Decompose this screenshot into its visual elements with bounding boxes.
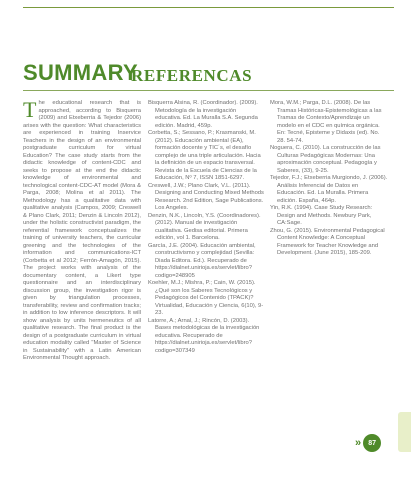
reference-item: Corbetta, S.; Sessano, P.; Krasmanski, M. (2012). Educación ambiental (EA), formación docente y TIC´s, el desafío complejo de una triple articulación. Hacia la definición de un espacio transversal. Revista de la Escuela de Ciencias de la Educación, Nº 7, ISSN 1851-6297.	[148, 130, 261, 181]
reference-item: Latorre, A.; Arnal, J.; Rincón, D. (2003). Bases metodológicas de la investigación educativa. Recuperado de https://dialnet.unirioja.es/servlet/libro?codigo=307349	[148, 317, 260, 354]
references-column-2	[270, 100, 388, 258]
summary-paragraph	[23, 97, 141, 363]
page-number-badge: 87	[363, 434, 381, 452]
reference-item: Zhou, G. (2015). Environmental Pedagogical Content Knowledge: A Conceptual Framework for Teacher Knowledge and Development. (June 2015), 185-209.	[270, 227, 385, 256]
reference-item: García, J.E. (2004). Educación ambiental, constructivismo y complejidad (Sevilla: Diada Editora. Ed.). Recuperado de https://dialnet.unirioja.es/servlet/libro?codigo=248905	[148, 242, 256, 279]
reference-item: Noguera, C. (2010). La construcción de las Culturas Pedagógicas Modernas: Una aproximación conceptual. Pedagogía y Saberes, (33), 9-25.	[270, 145, 381, 174]
double-chevron-icon: »	[355, 436, 362, 449]
references-column-1	[148, 100, 264, 355]
references-heading: REFERENCAS	[131, 66, 253, 85]
reference-item: Koehler, M.J.; Mishra, P.; Cain, W. (2015). ¿Qué son los Saberes Tecnológicos y Pedagógicos del Contenido (TPACK)? Virtualidad, Educación y Ciencia, 6(10), 9-23.	[148, 280, 264, 316]
heading-rule	[23, 90, 394, 91]
top-rule	[23, 7, 394, 8]
reference-item: Creswell, J.W.; Plano Clark, V.L. (2011). Designing and Conducting Mixed Methods Research. 2nd Edition, Sage Publications. Los Angeles.	[148, 182, 264, 211]
summary-heading: SUMMARY	[23, 60, 138, 85]
side-tab	[398, 412, 411, 452]
reference-item: Tejedor, F.J.; Etxeberria Murgiondo, J. (2006). Análisis Inferencial de Datos en Educación. Ed. La Muralla. Primera edición. España, 464p.	[270, 175, 388, 204]
reference-item: Denzin, N.K., Lincoln, Y.S. (Coordinadores). (2012). Manual de investigación cualitativa. Gedisa editorial. Primera edición, vol 1. Barcelona.	[148, 212, 261, 241]
page-footer	[355, 434, 381, 452]
drop-cap: T	[23, 97, 37, 122]
reference-item: Bisquerra Alsina, R. (Coordinador). (2009). Metodología de la investigación educativa. Ed. La Muralla S.A. Segunda edición. Madrid, 459p.	[148, 100, 258, 129]
summary-column	[23, 97, 141, 363]
reference-item: Mora, W.M.; Parga, D.L. (2008). De las Tramas Históricas-Epistemológicas a las Tramas de Contexto/Aprendizaje un modelo en el CDC en química orgánica. En: Tecné, Episteme y Didaxis (ed). No. 28. 54-74.	[270, 100, 382, 144]
summary-text: he educational research that is approached, according to Bisquerra (2009) and Etxeberria & Tejedor (2006) arises with the question: What characteristics are experienced in training Inservice Teachers in the design of an environmental postgraduate curriculum for virtual Education? The case study starts from the didactic knowledge of content-CDC and seeks to propose at the end the didactic knowledge of environmental and technological content-CDC-AT model (Mora & Parga, 2008; Molina et al 2011). The Methodology has a qualitative data with qualitative analysis (Campos, 2009; Creswell & Plano Clark, 2011; Denzin & Lincoln 2012), under the holistic constructivist paradigm, the referential framework conceptualizes the training of university teachers, the curricular greening and the technologies of the information and communications-ICT (Corbetta et al 2012; Ferrón-Amagón, 2015). The project works with analysis of the documentary content, a Likert type questionnaire and an interdisciplinary discussion group, the investigation rigor is given by triangulation processes, transferability, review and confirmation tracks; in addition to low inference descriptors. It will show analysis by units hermeneutics of all qualitative research. The final product is the design of a postgraduate curriculum in virtual education modality called "Master of Science in Sustainability" with a Latin American Environmental Thought approach.	[23, 100, 141, 361]
reference-item: Yin, R.K. (1994). Case Study Research: Design and Methods. Newbury Park, CA:Sage.	[270, 205, 373, 226]
